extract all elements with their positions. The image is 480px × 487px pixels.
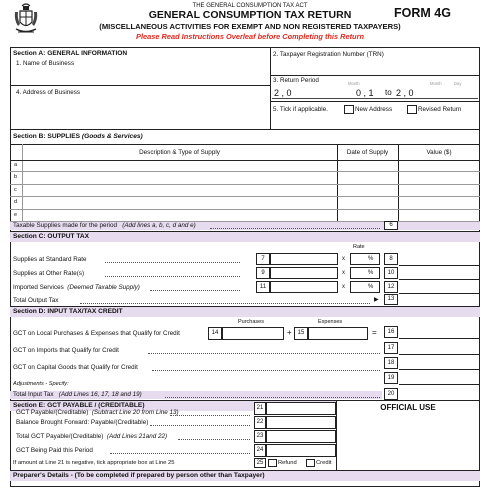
line-19-field[interactable] xyxy=(399,372,479,385)
gct-row-label: GCT Payable/(Creditable) (Subtract Line 20 from Line 13) xyxy=(16,409,179,416)
section-d-title: Section D: INPUT TAX/TAX CREDIT xyxy=(13,308,123,315)
line-10-field[interactable] xyxy=(399,267,479,280)
new-address-label: New Address xyxy=(355,106,393,113)
multiply-sign: x xyxy=(342,256,345,262)
negative-amount-note: If amount at Line 21 is negative, tick appropriate box at Line 25 xyxy=(13,460,175,466)
taxable-supplies-total-label: Taxable Supplies made for the period (Add lines a, b, c, d and e) xyxy=(13,222,196,229)
rate-field[interactable] xyxy=(350,281,380,293)
line-22-label: 22 xyxy=(254,416,266,429)
rate-label: Rate xyxy=(353,244,365,250)
line-6-label: 6 xyxy=(384,221,398,230)
line-6-field[interactable] xyxy=(399,221,479,230)
percent-sign: % xyxy=(368,270,374,276)
equals-sign: = xyxy=(372,328,377,337)
rate-field[interactable] xyxy=(350,253,380,265)
adjustments-label: Adjustments - Specify: xyxy=(13,381,69,387)
credit-label: Credit xyxy=(316,460,332,466)
new-address-checkbox[interactable] xyxy=(344,105,354,114)
supply-row-letter: e xyxy=(14,211,18,218)
line-18-label: 18 xyxy=(384,357,398,369)
supply-row-letter: a xyxy=(14,162,18,168)
line-25-label: 25 xyxy=(254,458,266,468)
line-12-field[interactable] xyxy=(399,281,479,294)
address-label: 4. Address of Business xyxy=(16,89,81,96)
section-e-title: Section E: GCT PAYABLE / (CREDITABLE) xyxy=(13,402,145,409)
line-23-label: 23 xyxy=(254,430,266,443)
tick-applicable-label: 5. Tick if applicable. xyxy=(273,106,328,113)
line-12-label: 12 xyxy=(384,281,398,293)
supply-row[interactable] xyxy=(10,185,480,197)
line-21-label: 21 xyxy=(254,402,266,415)
line-13-field[interactable] xyxy=(399,294,479,305)
line-17-field[interactable] xyxy=(399,342,479,355)
form-number: FORM 4G xyxy=(394,6,451,20)
plus-sign: + xyxy=(287,328,292,337)
line-8-field[interactable] xyxy=(399,253,479,266)
business-name-label: 1. Name of Business xyxy=(16,60,75,67)
multiply-sign: x xyxy=(342,284,345,290)
line-23-field[interactable] xyxy=(266,430,336,443)
business-name-field[interactable] xyxy=(11,69,269,84)
line-9-label: 9 xyxy=(256,267,270,279)
line-21-field[interactable] xyxy=(266,402,336,415)
percent-sign: % xyxy=(368,284,374,290)
return-period-label: 3. Return Period xyxy=(273,77,319,84)
line-14-field[interactable] xyxy=(222,327,284,340)
trn-label: 2. Taxpayer Registration Number (TRN) xyxy=(273,51,384,58)
output-row-label: Supplies at Other Rate(s) xyxy=(13,270,85,277)
line-8-label: 8 xyxy=(384,253,398,265)
total-output-tax-label: Total Output Tax xyxy=(13,297,59,304)
section-b-subtitle: (Goods & Services) xyxy=(81,133,143,140)
refund-label: Refund xyxy=(278,460,297,466)
col-description: Description & Type of Supply xyxy=(139,149,220,156)
period-month-hint: Month xyxy=(348,81,360,86)
period-to-year[interactable]: 2 , 0 xyxy=(396,88,414,98)
act-title: THE GENERAL CONSUMPTION TAX ACT xyxy=(192,3,308,9)
preparer-title: Preparer's Details - (To be completed if prepared by person other than Taxpayer) xyxy=(13,472,265,479)
address-field[interactable] xyxy=(11,98,269,128)
adjustments-field[interactable] xyxy=(75,378,380,390)
line-9-field[interactable] xyxy=(270,267,338,279)
percent-sign: % xyxy=(368,256,374,262)
imports-credit-label: GCT on Imports that Qualify for Credit xyxy=(13,347,119,354)
period-month-hint-2: Month xyxy=(430,81,442,86)
multiply-sign: x xyxy=(342,270,345,276)
trn-field[interactable] xyxy=(271,60,479,74)
supply-row-letter: d xyxy=(14,199,18,206)
line-14-label: 14 xyxy=(208,327,222,340)
line-15-field[interactable] xyxy=(308,327,368,340)
revised-return-label: Revised Return xyxy=(418,106,462,113)
line-24-field[interactable] xyxy=(266,444,336,457)
output-row-label: Imported Services (Deemed Taxable Supply) xyxy=(13,284,140,291)
gct-row-label: GCT Being Paid this Period xyxy=(16,447,93,454)
line-11-field[interactable] xyxy=(270,281,338,293)
period-mid[interactable]: 0 , 1 xyxy=(356,88,374,98)
rate-field[interactable] xyxy=(350,267,380,279)
line-7-label: 7 xyxy=(256,253,270,265)
section-b-title: Section B: SUPPLIES (Goods & Services) xyxy=(13,133,143,140)
period-to-word: to xyxy=(385,88,392,97)
supply-row-letter: b xyxy=(14,174,18,181)
refund-checkbox[interactable] xyxy=(268,459,277,467)
instructions-note: Please Read Instructions Overleaf before Completing this Return xyxy=(136,32,364,41)
local-purchases-label: GCT on Local Purchases & Expenses that Qualify for Credit xyxy=(13,330,180,337)
section-c-title: Section C: OUTPUT TAX xyxy=(13,233,90,240)
form-subtitle: (MISCELLANEOUS ACTIVITIES FOR EXEMPT AND NON REGISTERED TAXPAYERS) xyxy=(99,22,401,31)
supply-row[interactable] xyxy=(10,172,480,184)
section-a-title: Section A: GENERAL INFORMATION xyxy=(13,50,128,57)
line-16-field[interactable] xyxy=(399,326,479,339)
line-11-label: 11 xyxy=(256,281,270,293)
line-18-field[interactable] xyxy=(399,357,479,370)
line-22-field[interactable] xyxy=(266,416,336,429)
line-10-label: 10 xyxy=(384,267,398,279)
official-use-label: OFFICIAL USE xyxy=(380,403,436,412)
total-arrow-icon: ▶ xyxy=(374,297,379,303)
col-value: Value ($) xyxy=(426,149,452,156)
line-19-label: 19 xyxy=(384,372,398,384)
total-input-tax-label: Total Input Tax (Add Lines 16, 17, 18 and 19) xyxy=(13,391,142,398)
supply-row[interactable] xyxy=(10,160,480,172)
output-row-label: Supplies at Standard Rate xyxy=(13,256,87,263)
expenses-label: Expenses xyxy=(318,319,343,325)
col-date-of-supply: Date of Supply xyxy=(346,149,389,156)
line-15-label: 15 xyxy=(294,327,308,340)
line-16-label: 16 xyxy=(384,326,398,338)
gct-row-label: Balance Brought Forward: Payable/(Creditable) xyxy=(16,419,149,426)
form-title: GENERAL CONSUMPTION TAX RETURN xyxy=(148,9,352,21)
credit-checkbox[interactable] xyxy=(306,459,315,467)
period-from-year[interactable]: 2 , 0 xyxy=(274,88,292,98)
revised-return-checkbox[interactable] xyxy=(407,105,417,114)
line-13-label: 13 xyxy=(384,294,398,305)
line-17-label: 17 xyxy=(384,342,398,354)
line-20-label: 20 xyxy=(384,388,398,400)
capital-goods-label: GCT on Capital Goods that Qualify for Credit xyxy=(13,364,138,371)
gct-row-label: Total GCT Payable/(Creditable) (Add Lines 21and 22) xyxy=(16,433,168,440)
supply-row[interactable] xyxy=(10,197,480,209)
line-24-label: 24 xyxy=(254,444,266,457)
period-day-hint: Day xyxy=(454,81,462,86)
supply-row-letter: c xyxy=(14,186,17,193)
purchases-label: Purchases xyxy=(238,319,264,325)
line-7-field[interactable] xyxy=(270,253,338,265)
